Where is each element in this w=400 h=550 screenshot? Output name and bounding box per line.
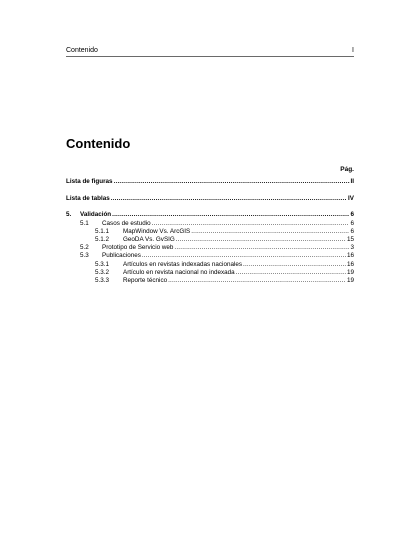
toc-entry-articulo-revista-no-indexada[interactable] <box>66 269 354 277</box>
toc-leader-dots <box>243 261 346 269</box>
toc-entry-page: 15 <box>346 235 354 243</box>
toc-entry-prototipo-servicio-web[interactable] <box>66 244 354 252</box>
toc-entry-page: IV <box>348 195 354 203</box>
toc-entry-label: Lista de tablas <box>66 195 110 203</box>
toc-entry-label: MapWindow Vs. ArcGIS <box>123 227 191 235</box>
toc-entry-number: 5.1.1 <box>95 227 110 235</box>
toc-entry-lista-de-figuras[interactable] <box>66 178 354 186</box>
toc-entry-reporte-tecnico[interactable] <box>66 277 354 285</box>
toc-entry-page: 6 <box>350 211 354 219</box>
toc-leader-dots <box>191 228 349 236</box>
toc-entry-number: 5.2 <box>80 244 89 252</box>
toc-entry-page: 16 <box>346 260 354 268</box>
toc-entry-page: 19 <box>346 268 354 276</box>
header-section-title: Contenido <box>66 47 98 54</box>
toc-entry-number: 5.3.2 <box>95 268 110 276</box>
toc-entry-label: Publicaciones <box>102 252 141 260</box>
toc-entry-label: Lista de figuras <box>66 178 113 185</box>
header-page-number: I <box>352 47 354 54</box>
toc-entry-number: 5. <box>66 211 72 219</box>
toc-entry-number: 5.3 <box>80 252 89 260</box>
toc-entry-page: 19 <box>346 276 354 284</box>
toc-entry-label: Artículo en revista nacional no indexada <box>123 268 235 276</box>
toc-leader-dots <box>142 252 346 260</box>
toc-leader-dots <box>236 269 346 277</box>
toc-leader-dots <box>174 244 349 252</box>
toc-entry-casos-de-estudio[interactable] <box>66 220 354 228</box>
page-title: Contenido <box>66 136 131 151</box>
running-header <box>66 46 354 57</box>
toc-entry-number: 5.3.1 <box>95 260 110 268</box>
table-of-contents <box>66 178 354 285</box>
toc-leader-dots <box>168 277 346 285</box>
toc-entry-label: Casos de estudio <box>102 219 151 227</box>
toc-entry-publicaciones[interactable] <box>66 252 354 260</box>
toc-leader-dots <box>111 195 347 203</box>
toc-entry-number: 5.1.2 <box>95 235 110 243</box>
toc-entry-lista-de-tablas[interactable] <box>66 195 354 203</box>
toc-entry-page: 16 <box>346 252 354 260</box>
toc-entry-number: 5.3.3 <box>95 276 110 284</box>
toc-entry-articulos-revistas-indexadas[interactable] <box>66 261 354 269</box>
toc-entry-label: Validación <box>80 211 112 219</box>
toc-entry-label: GeoDA Vs. GvSIG <box>123 235 175 243</box>
toc-entry-mapwindow-vs-arcgis[interactable] <box>66 228 354 236</box>
toc-leader-dots <box>152 220 350 228</box>
toc-entry-page: 6 <box>350 227 354 235</box>
toc-entry-label: Artículos en revistas indexadas nacionales <box>123 260 243 268</box>
toc-entry-page: II <box>350 178 354 185</box>
toc-entry-validacion[interactable] <box>66 211 354 219</box>
toc-entry-label: Prototipo de Servicio web <box>102 244 174 252</box>
toc-entry-geoda-vs-gvsig[interactable] <box>66 236 354 244</box>
toc-entry-number: 5.1 <box>80 219 89 227</box>
page-column-label: Pág. <box>340 166 354 173</box>
toc-leader-dots <box>114 178 350 186</box>
toc-entry-label: Reporte técnico <box>123 276 168 284</box>
toc-leader-dots <box>176 236 346 244</box>
toc-entry-page: 6 <box>350 219 354 227</box>
toc-entry-page: 3 <box>350 244 354 252</box>
toc-leader-dots <box>112 211 349 219</box>
